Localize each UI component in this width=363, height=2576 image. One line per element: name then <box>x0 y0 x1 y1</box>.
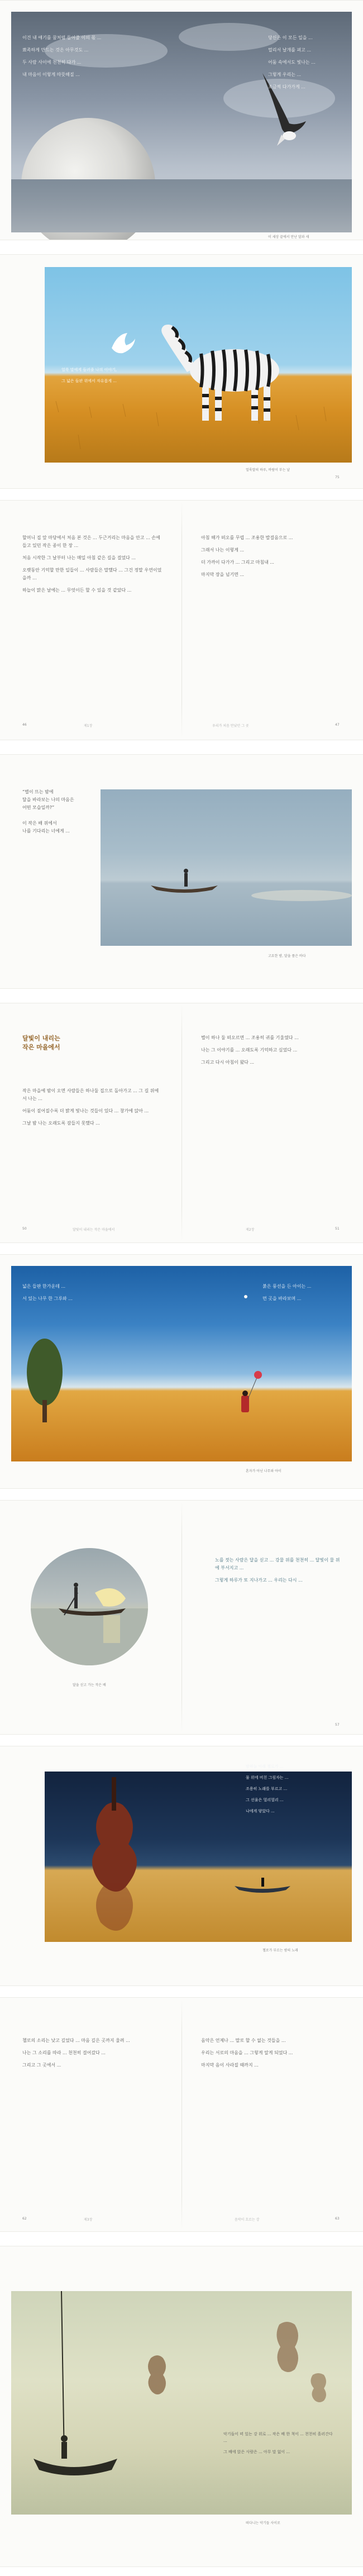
text-line: 그 선율은 멀리멀리 ... <box>246 1798 284 1802</box>
paragraph: 할머니 집 앞 마당에서 처음 본 것은 ... 두근거리는 마음을 안고 ... 손에 들고 있던 작은 종이 한 장 ... <box>22 535 160 548</box>
text-line: 먼 곳을 바라보며 ... <box>262 1296 302 1301</box>
text-line: 조금씩 다가가게 ... <box>268 84 305 89</box>
moon-cargo-icon <box>95 1588 126 1607</box>
text-line: 어둠 속에서도 빛나는 ... <box>268 60 316 65</box>
boatman-icon <box>61 2442 67 2459</box>
quote-line: 달을 바라보는 나의 마음은 <box>22 797 74 802</box>
cello-icon <box>276 2322 298 2372</box>
cello-icon <box>311 2373 326 2402</box>
quote-line: 이 작은 배 위에서 <box>22 821 57 826</box>
spread-moon-gull <box>0 0 363 240</box>
text-line: 그렇게 우리는 ... <box>268 72 302 77</box>
spread-moon-boat <box>0 754 363 989</box>
text-line: 넓은 들판 한가운데 ... <box>22 1284 66 1289</box>
zebra-scene <box>45 267 352 463</box>
text-line: 두 사람 사이에 천천히 다가 ... <box>22 60 82 65</box>
text-line: 이건 내 얘기를 꿈처럼 들어줄 이의 몫 ... <box>22 35 102 40</box>
mast-icon <box>61 2291 64 2459</box>
boat-icon <box>34 2459 117 2475</box>
paragraph: 그날 밤 나는 오래도록 잠들지 못했다 ... <box>22 1121 100 1126</box>
quote-line: 어떤 모습일까?” <box>22 805 55 810</box>
left-quote-block <box>22 788 89 835</box>
paragraph: 나는 그 소리를 따라 ... 천천히 걸어갔다 ... <box>22 2050 106 2055</box>
text-line: 멀리서 날개를 펴고 ... <box>268 47 312 53</box>
paragraph: 별이 하나 둘 떠오르면 ... 조용히 귀를 기울였다 ... <box>201 1035 299 1040</box>
paragraph: 아침 해가 떠오를 무렵 ... 조용한 발걸음으로 ... <box>201 535 293 540</box>
image-caption: 이 세상 끝에서 만난 달과 새 <box>268 235 309 239</box>
text-line: 붉은 풍선을 든 아이는 ... <box>262 1284 312 1289</box>
zebra-icon <box>161 322 279 421</box>
paragraph: 노를 젓는 사람은 달을 싣고 ... 강물 위를 천천히 ... 달빛이 물 위에 부서지고 ... <box>215 1558 340 1570</box>
sea <box>11 179 352 232</box>
paragraph: 오랫동안 기억할 만한 일들이 ... 사람들은 말했다 ... 그건 정말 우연이었을까 ... <box>22 568 162 580</box>
paragraph: 그리고 그 곳에서 ... <box>22 2063 61 2068</box>
paragraph: 어둠이 짙어질수록 더 밝게 빛나는 것들이 있다 ... 창가에 앉아 ... <box>22 1108 149 1113</box>
page-number-left: 50 <box>22 1227 27 1231</box>
quote-line: 나를 기다리는 너에게 ... <box>22 828 70 834</box>
chapter-title-line: 작은 마을에서 <box>22 1044 60 1051</box>
image-caption: 혼자가 아닌 나무와 아이 <box>246 1469 281 1473</box>
moon-boat-scene <box>101 789 352 946</box>
left-text-block <box>22 34 117 83</box>
right-column <box>201 2037 341 2074</box>
paragraph: 우리는 서로의 마음을 ... 그렇게 알게 되었다 ... <box>201 2050 293 2055</box>
floating-instruments-scene <box>11 2291 352 2515</box>
chapter-title-line: 달빛이 내리는 <box>22 1035 60 1042</box>
spread-text-1 <box>0 500 363 740</box>
paragraph: 그 배에 앉은 사람은 ... 아무 말 없이 ... <box>223 2450 290 2454</box>
cello-icon <box>92 1802 137 1892</box>
paragraph: 하늘이 맑은 날에는 ... 무엇이든 할 수 있을 것 같았다 ... <box>22 588 132 593</box>
image-caption: 고요한 밤, 달을 품은 바다 <box>268 954 306 958</box>
chapter-title <box>22 1034 89 1052</box>
text-line: 물 위에 비친 그림자는 ... <box>246 1775 289 1780</box>
running-head-left: 제1장 <box>84 724 93 728</box>
paragraph: 첼로의 소리는 낮고 깊었다 ... 마음 깊은 곳까지 울려 ... <box>22 2038 130 2043</box>
spread-chapter <box>0 1003 363 1243</box>
running-head-right: 제2장 <box>246 1228 255 1232</box>
quote-line: 그 넓은 들판 위에서 자유롭게 ... <box>61 379 117 383</box>
text-line: 당신은 이 모든 일을 ... <box>268 35 313 40</box>
right-text-block <box>223 2431 335 2460</box>
paragraph: 더 가까이 다가가 ... 그리고 마침내 ... <box>201 560 274 565</box>
text-line: 뾰족하게 만드는 것은 아무것도 ... <box>22 47 89 53</box>
star-icon <box>244 1295 247 1298</box>
page-number-left: 62 <box>22 2217 27 2221</box>
boat-icon <box>235 1886 290 1893</box>
paragraph: 그렇게 하루가 또 지나가고 ... 우리는 다시 ... <box>215 1578 303 1583</box>
pull-quote <box>61 366 140 389</box>
running-head-left: 달빛이 내리는 작은 마을에서 <box>73 1228 115 1232</box>
girl-icon <box>241 1396 249 1412</box>
text-line: 나에게 닿았다 ... <box>246 1809 275 1813</box>
text-line: 밤하늘 아래 첼로가 ... <box>246 1764 284 1769</box>
page-number-right: 51 <box>335 1227 340 1231</box>
left-column <box>22 2037 162 2074</box>
spread-tree-girl <box>0 1254 363 1489</box>
spread-zebra <box>0 254 363 489</box>
left-column <box>22 534 162 599</box>
cello-boat-illustration <box>11 2291 352 2515</box>
paragraph: 처음 시작한 그 날부터 나는 매일 아침 같은 길을 걸었다 ... <box>22 555 136 560</box>
right-text-block <box>246 1763 329 1819</box>
circle-illustration <box>31 1548 148 1665</box>
right-column <box>201 1034 341 1071</box>
running-head-right: 음악이 흐르는 강 <box>235 2218 260 2222</box>
paragraph: 나는 그 이야기를 ... 오래도록 기억하고 싶었다 ... <box>201 1047 298 1053</box>
paragraph: 그리고 다시 아침이 왔다 ... <box>201 1060 255 1065</box>
text-line: 내 마음이 이렇게 따뜻해질 ... <box>22 72 80 77</box>
dove-icon <box>112 333 135 353</box>
image-caption: 떠다니는 악기들 사이로 <box>246 2521 280 2525</box>
balloon-icon <box>254 1371 262 1379</box>
paragraph: 마지막 장을 넘기면 ... <box>201 572 245 577</box>
right-text-block <box>268 34 352 96</box>
image-caption: 달을 싣고 가는 작은 배 <box>73 1683 106 1687</box>
paragraph: 그래서 나는 이렇게 ... <box>201 547 245 553</box>
tree-icon <box>27 1339 63 1406</box>
page-number-right: 57 <box>335 1723 340 1727</box>
paragraph: 악기들이 떠 있는 강 위로 ... 작은 배 한 척이 ... 천천히 흘러간다 ... <box>223 2432 333 2443</box>
page-number-right: 47 <box>335 723 340 727</box>
image-caption: 얼룩말의 하루, 바람이 부는 날 <box>246 468 290 472</box>
paragraph: 마지막 음이 사라질 때까지 ... <box>201 2063 259 2068</box>
spread-text-2 <box>0 1997 363 2232</box>
image-caption: 첼로가 부르는 밤의 노래 <box>262 1949 298 1953</box>
page-number-left: 46 <box>22 723 27 727</box>
zebra-illustration <box>45 267 352 463</box>
spread-circle-boat <box>0 1500 363 1735</box>
paragraph: 음악은 언제나 ... 말로 할 수 없는 것들을 ... <box>201 2038 286 2043</box>
running-head-right: 우리가 처음 만났던 그 곳 <box>212 724 249 728</box>
quote-line: 얼룩 말에게 들려줄 나의 이야기, <box>61 368 117 372</box>
spread-cello <box>0 1746 363 1986</box>
left-text-block <box>22 1283 117 1307</box>
right-column <box>201 534 341 583</box>
left-column <box>22 1087 162 1132</box>
crescent-moon-icon <box>250 801 335 891</box>
cello-icon <box>148 2355 166 2394</box>
quote-line: “별이 뜨는 밤에 <box>22 789 54 794</box>
running-head-left: 제3장 <box>84 2218 93 2222</box>
crescent-moon-icon <box>271 1850 285 1863</box>
text-line: 서 있는 나무 한 그루와 ... <box>22 1296 73 1301</box>
page-number-right: 75 <box>335 475 340 479</box>
boat-moon-scene <box>31 1548 148 1665</box>
page-number-right: 63 <box>335 2217 340 2221</box>
right-text-block <box>262 1283 346 1307</box>
moon-boat-illustration <box>101 789 352 946</box>
right-text-block <box>215 1556 343 1589</box>
paragraph: 작은 마을에 밤이 오면 사람들은 하나둘 집으로 돌아가고 ... 그 길 위에서 나는 ... <box>22 1088 159 1101</box>
text-line: 조용히 노래를 부르고 ... <box>246 1787 288 1791</box>
spread-cello-boat <box>0 2246 363 2567</box>
